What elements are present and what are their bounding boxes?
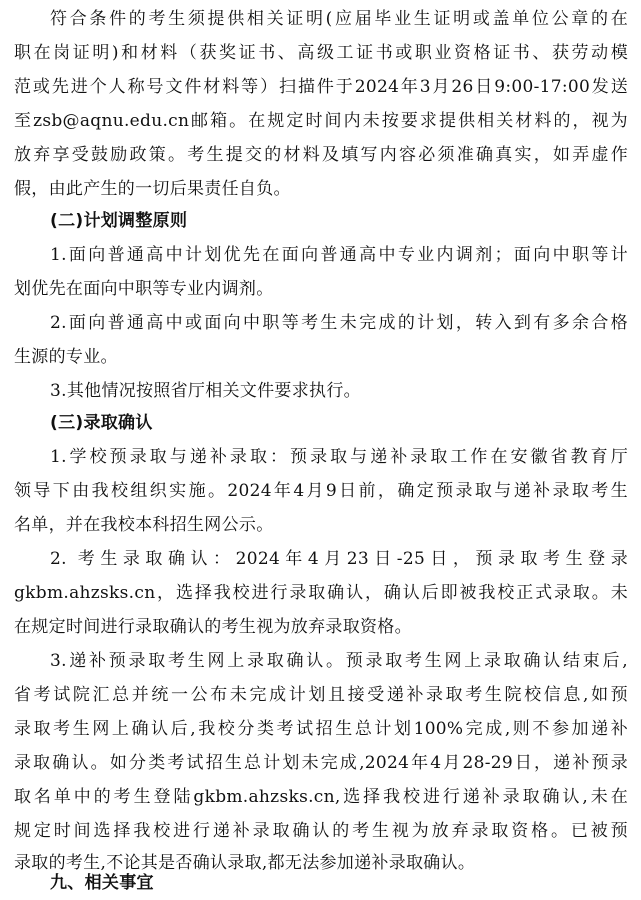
text-line: 符合条件的考生须提供相关证明(应届毕业生证明或盖单位公章的在 [50, 9, 628, 29]
section-heading-admission-confirmation: (三)录取确认 [50, 413, 153, 433]
text-line: 1.面向普通高中计划优先在面向普通高中专业内调剂；面向中职等计 [50, 245, 628, 265]
text-line: 录取考生网上确认后,我校分类考试招生总计划100%完成,则不参加递补 [14, 719, 628, 739]
text-line: 至zsb@aqnu.edu.cn邮箱。在规定时间内未按要求提供相关材料的，视为 [14, 111, 628, 131]
section-heading-related-matters: 九、相关事宜 [50, 873, 154, 893]
text-line: 放弃享受鼓励政策。考生提交的材料及填写内容必须准确真实，如弄虚作 [14, 145, 628, 165]
text-line: 录取确认。如分类考试招生总计划未完成,2024年4月28-29日，递补预录 [14, 753, 628, 773]
text-line: 领导下由我校组织实施。2024年4月9日前，确定预录取与递补录取考生 [14, 481, 628, 501]
text-line: 3.递补预录取考生网上录取确认。预录取考生网上录取确认结束后, [50, 651, 628, 671]
text-line: 范或先进个人称号文件材料等）扫描件于2024年3月26日9:00-17:00发送 [14, 77, 628, 97]
text-line: 划优先在面向中职等专业内调剂。 [14, 279, 274, 299]
text-line: 省考试院汇总并统一公布未完成计划且接受递补录取考生院校信息,如预 [14, 685, 628, 705]
text-line: 2.面向普通高中或面向中职等考生未完成的计划，转入到有多余合格 [50, 313, 628, 333]
text-line: 取名单中的考生登陆gkbm.ahzsks.cn,选择我校进行递补录取确认,未在 [14, 787, 628, 807]
text-line: 职在岗证明)和材料（获奖证书、高级工证书或职业资格证书、获劳动模 [14, 43, 628, 63]
text-line: gkbm.ahzsks.cn，选择我校进行录取确认，确认后即被我校正式录取。未 [14, 583, 628, 603]
text-line: 3.其他情况按照省厅相关文件要求执行。 [50, 381, 361, 401]
text-line: 1.学校预录取与递补录取：预录取与递补录取工作在安徽省教育厅 [50, 447, 628, 467]
section-heading-plan-adjustment: (二)计划调整原则 [50, 211, 188, 231]
text-line: 录取的考生,不论其是否确认录取,都无法参加递补录取确认。 [14, 853, 476, 873]
text-line: 2. 考生录取确认：2024年4月23日-25日，预录取考生登录 [50, 549, 628, 569]
text-line: 名单，并在我校本科招生网公示。 [14, 515, 274, 535]
text-line: 生源的专业。 [14, 347, 118, 367]
text-line: 在规定时间进行录取确认的考生视为放弃录取资格。 [14, 617, 412, 637]
text-line: 规定时间选择我校进行递补录取确认的考生视为放弃录取资格。已被预 [14, 821, 628, 841]
text-line: 假，由此产生的一切后果责任自负。 [14, 179, 291, 199]
